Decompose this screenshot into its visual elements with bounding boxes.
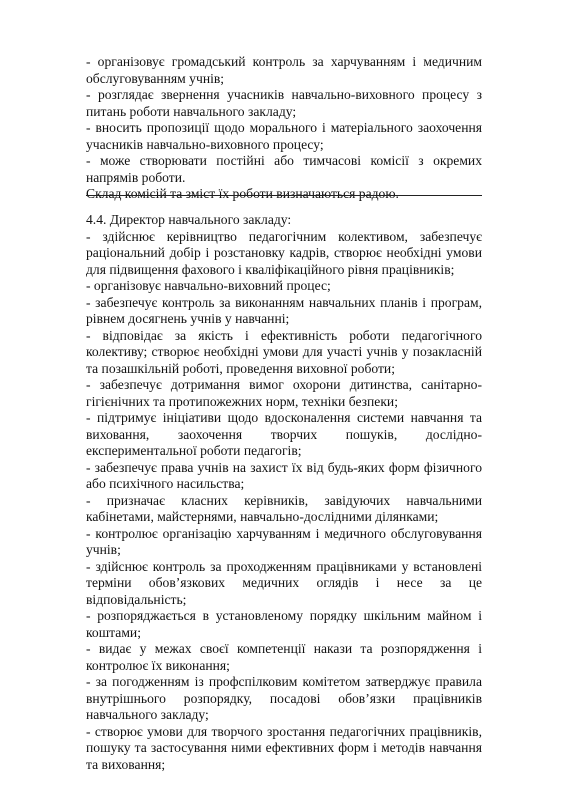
council-powers-section (86, 54, 482, 203)
director-item-4: - відповідає за якість і ефективність роботи педагогічного колективу; створює необхідні умови для участі учнів у позакласній та позашкільній роботі, проведення виховної роботи; (86, 327, 482, 376)
director-item-7: - забезпечує права учнів на захист їх від будь-яких форм фізичного або психічного насильства; (86, 459, 482, 491)
director-item-6: - підтримує ініціативи щодо вдосконалення системи навчання та виховання, заохочення творчих пошуків, дослідно-експериментальної роботи педагогів; (86, 410, 482, 458)
director-item-12: - видає у межах своєї компетенції накази та розпорядження і контролює їх виконання; (86, 641, 482, 673)
council-item-1: - організовує громадський контроль за харчуванням і медичним обслуговуванням учнів; (86, 54, 482, 86)
director-item-10: - здійснює контроль за проходженням працівниками у встановлені терміни обов’язкових медичних оглядів і несе за це відповідальність; (86, 558, 482, 607)
council-item-4: - може створювати постійні або тимчасові комісії з окремих напрямів роботи. (86, 153, 482, 185)
director-item-13: - за погодженням із профспілковим комітетом затверджує правила внутрішнього розпорядку, посадові обов’язки працівників навчального закладу; (86, 674, 482, 722)
section-divider (86, 195, 482, 196)
council-item-2: - розглядає звернення учасників навчально-виховного процесу з питань роботи навчального закладу; (86, 87, 482, 119)
director-item-9: - контролює організацію харчуванням і медичного обслуговування учнів; (86, 525, 482, 557)
director-item-1: - здійснює керівництво педагогічним колективом, забезпечує раціональний добір і розстановку кадрів, створює необхідні умови для підвищення фахового і кваліфікаційного рівня працівників; (86, 228, 482, 277)
director-duties-section (86, 212, 482, 773)
section-heading: 4.4. Директор навчального закладу: (86, 212, 292, 227)
director-item-8: - призначає класних керівників, завідуючих навчальними кабінетами, майстернями, навчально-дослідними ділянками; (86, 492, 482, 524)
director-item-2: - організовує навчально-виховний процес; (86, 278, 331, 293)
director-item-5: - забезпечує дотримання вимог охорони дитинства, санітарно-гігієнічних та протипожежних норм, техніки безпеки; (86, 377, 482, 409)
director-item-14: - створює умови для творчого зростання педагогічних працівників, пошуку та застосування ними ефективних форм і методів навчання та виховання; (86, 723, 482, 772)
director-item-3: - забезпечує контроль за виконанням навчальних планів і програм, рівнем досягнень учнів у навчанні; (86, 294, 482, 326)
council-closing-paragraph: Склад комісій та зміст їх роботи визначаються радою. (86, 186, 399, 201)
council-item-3: - вносить пропозиції щодо морального і матеріального заохочення учасників навчально-виховного процесу; (86, 120, 482, 152)
director-item-11: - розпоряджається в установленому порядку шкільним майном і коштами; (86, 608, 482, 640)
